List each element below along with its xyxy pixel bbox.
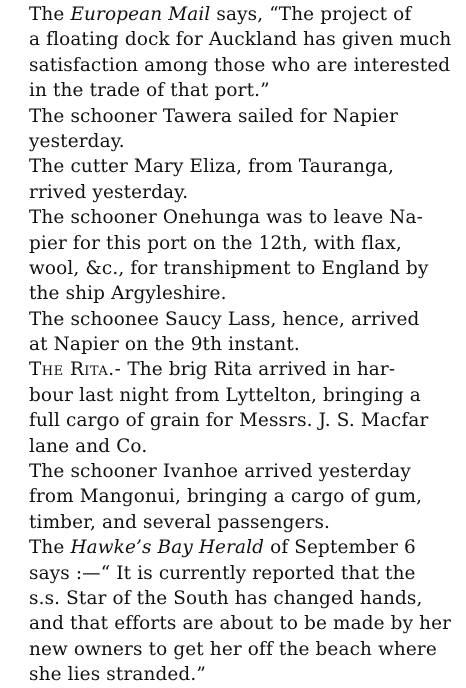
text-line: the ship Argyleshire.	[29, 283, 227, 305]
text-line: says :—“ It is currently reported that the	[29, 562, 416, 584]
publication-name: Hawke’s Bay Herald	[70, 537, 265, 559]
text-line: pier for this port on the 12th, with flax,	[29, 232, 402, 254]
text-lead: The	[29, 4, 71, 25]
text-line: lane and Co.	[29, 435, 148, 457]
text-line	[5, 2, 460, 27]
paragraph-tawera	[5, 104, 460, 155]
text-line	[5, 357, 460, 382]
paragraph-mary-eliza	[5, 154, 460, 205]
text-line: timber, and several passengers.	[29, 511, 331, 533]
text-line: satisfaction among those who are interested	[29, 54, 451, 76]
text-line: and that efforts are about to be made by her	[29, 613, 452, 635]
paragraph-rita	[5, 357, 460, 459]
text-line: yesterday.	[29, 130, 125, 152]
text-line: a floating dock for Auckland has given much	[29, 29, 452, 51]
text-fragment: says, “The project of	[210, 4, 412, 25]
text-line: at Napier on the 9th instant.	[29, 334, 300, 356]
text-line: wool, &c., for transhipment to England by	[29, 257, 429, 279]
text-fragment: of September 6	[264, 537, 416, 559]
text-line: The schooner Onehunga was to leave Na-	[29, 207, 423, 229]
paragraph-european-mail	[5, 2, 460, 104]
paragraph-onehunga	[5, 205, 460, 307]
text-line: full cargo of grain for Messrs. J. S. Macfar	[29, 410, 429, 432]
text-fragment: The brig Rita arrived in har-	[121, 359, 396, 381]
text-line: she lies stranded.”	[29, 664, 206, 686]
text-line: bour last night from Lyttelton, bringing a	[29, 384, 421, 406]
publication-name: European Mail	[70, 4, 211, 25]
section-heading: The Rita.-	[29, 359, 122, 381]
paragraph-saucy-lass	[5, 307, 460, 358]
text-line: from Mangonui, bringing a cargo of gum,	[29, 486, 423, 508]
text-line: The schooner Tawera sailed for Napier	[29, 105, 399, 127]
paragraph-hawkes-bay-herald	[5, 535, 460, 687]
text-line: new owners to get her off the beach where	[29, 638, 437, 660]
paragraph-ivanhoe	[5, 459, 460, 535]
text-line: The schooner Ivanhoe arrived yesterday	[29, 461, 411, 483]
text-line: rrived yesterday.	[29, 181, 189, 203]
text-line: The cutter Mary Eliza, from Tauranga,	[29, 156, 394, 178]
text-line: The schoonee Saucy Lass, hence, arrived	[29, 308, 420, 330]
text-lead: The	[29, 537, 71, 559]
text-line: s.s. Star of the South has changed hands,	[29, 587, 423, 609]
text-line: in the trade of that port.”	[29, 80, 270, 102]
text-line	[5, 535, 460, 560]
